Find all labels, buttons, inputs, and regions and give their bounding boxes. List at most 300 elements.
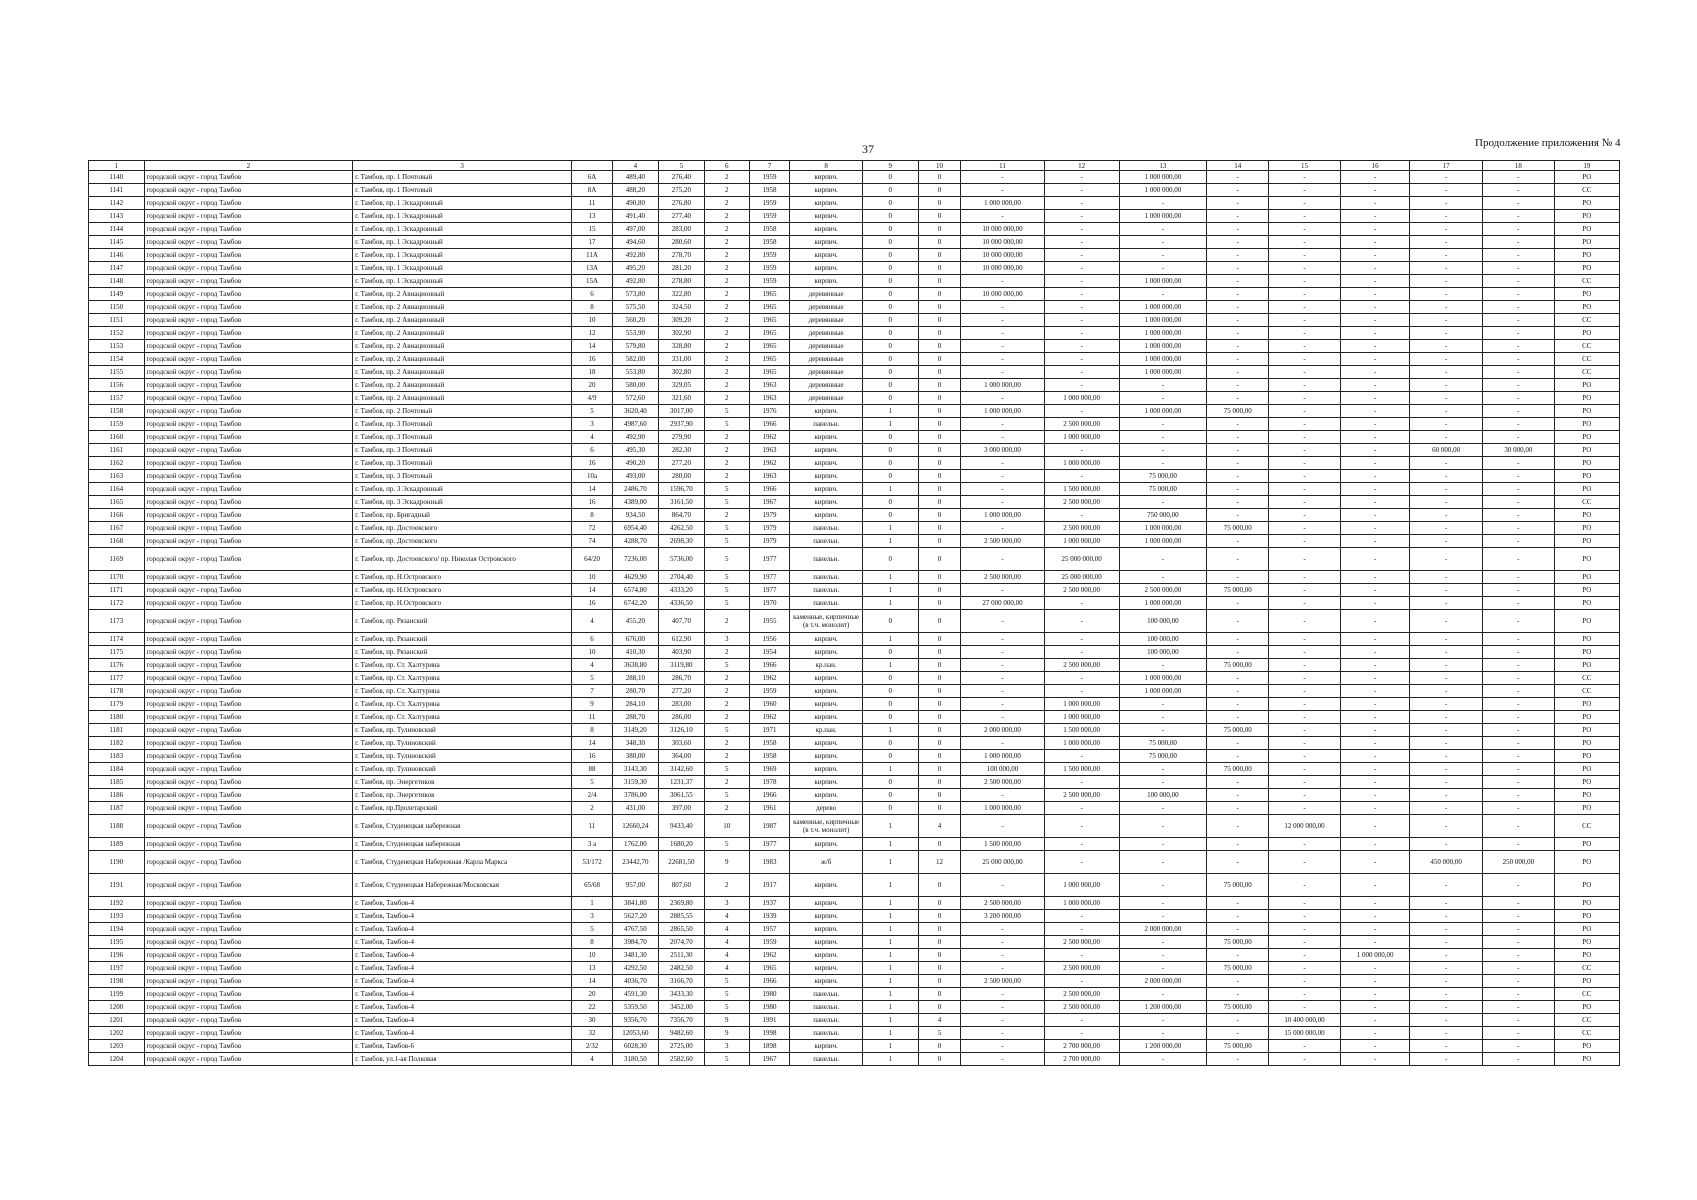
table-cell: РО — [1554, 698, 1619, 711]
table-cell: РО — [1554, 910, 1619, 923]
table-cell: городской округ - город Тамбов — [144, 184, 352, 197]
table-cell: городской округ - город Тамбов — [144, 776, 352, 789]
table-cell: - — [1483, 197, 1555, 210]
table-cell: г. Тамбов, пр. Тулиновский — [353, 737, 572, 750]
table-row — [89, 171, 1620, 184]
table-cell: 2369,80 — [658, 897, 704, 910]
table-cell: 276,40 — [658, 171, 704, 184]
table-cell: - — [1207, 815, 1269, 838]
table-cell: городской округ - город Тамбов — [144, 223, 352, 236]
table-cell: 1939 — [749, 910, 790, 923]
table-cell: 1963 — [749, 392, 790, 405]
header-row — [89, 161, 1620, 171]
table-cell: 3166,70 — [658, 975, 704, 988]
table-cell: каменные, кирпичные (в т.ч. монолит) — [790, 610, 863, 633]
table-cell: - — [1410, 405, 1483, 418]
table-cell: 3142,60 — [658, 763, 704, 776]
table-cell: РО — [1554, 535, 1619, 548]
table-cell: - — [1483, 685, 1555, 698]
table-cell: - — [1207, 750, 1269, 763]
table-cell: городской округ - город Тамбов — [144, 535, 352, 548]
table-cell: 14 — [572, 483, 613, 496]
table-cell: - — [1340, 610, 1409, 633]
table-cell: - — [1410, 392, 1483, 405]
table-cell: 3017,00 — [658, 405, 704, 418]
table-cell: 1200 — [89, 1001, 145, 1014]
table-cell: - — [1269, 923, 1341, 936]
table-cell: - — [1483, 366, 1555, 379]
table-cell: 2 — [704, 392, 749, 405]
table-cell: городской округ - город Тамбов — [144, 910, 352, 923]
table-cell: г. Тамбов, пр. Достоевского — [353, 535, 572, 548]
table-cell: 4629,90 — [612, 571, 658, 584]
table-cell: 0 — [918, 584, 961, 597]
table-cell: кирпич. — [790, 789, 863, 802]
table-cell: 1140 — [89, 171, 145, 184]
table-cell: 2 — [704, 184, 749, 197]
table-cell: 4 — [572, 659, 613, 672]
table-cell: - — [1410, 522, 1483, 535]
table-cell: - — [1410, 659, 1483, 672]
table-cell: г. Тамбов, пр. 3 Эскадронный — [353, 483, 572, 496]
table-cell: кирпич. — [790, 910, 863, 923]
table-cell: - — [1269, 509, 1341, 522]
table-cell: - — [1340, 923, 1409, 936]
table-cell: - — [1044, 509, 1119, 522]
table-cell: кирпич. — [790, 711, 863, 724]
table-cell: 1147 — [89, 262, 145, 275]
table-cell: 2 — [704, 685, 749, 698]
table-cell: 1160 — [89, 431, 145, 444]
table-cell: - — [1207, 171, 1269, 184]
table-cell: 0 — [918, 418, 961, 431]
table-cell: - — [1269, 949, 1341, 962]
table-cell: 4 — [572, 431, 613, 444]
table-cell: г. Тамбов, Тамбов-4 — [353, 897, 572, 910]
table-cell: 0 — [863, 776, 919, 789]
table-cell: - — [1410, 672, 1483, 685]
table-row — [89, 646, 1620, 659]
table-cell: 1978 — [749, 776, 790, 789]
table-cell: - — [961, 522, 1044, 535]
table-cell: 1 000 000,00 — [1044, 711, 1119, 724]
table-cell: - — [961, 962, 1044, 975]
table-cell: - — [961, 431, 1044, 444]
table-cell: городской округ - город Тамбов — [144, 633, 352, 646]
table-cell: городской округ - город Тамбов — [144, 275, 352, 288]
table-cell: 1155 — [89, 366, 145, 379]
table-cell: - — [1340, 789, 1409, 802]
table-cell: - — [1340, 936, 1409, 949]
table-cell: 2 500 000,00 — [961, 776, 1044, 789]
table-cell: г. Тамбов, пр. Н.Островского — [353, 584, 572, 597]
table-cell: - — [1340, 522, 1409, 535]
table-cell: городской округ - город Тамбов — [144, 1040, 352, 1053]
table-cell: - — [961, 1001, 1044, 1014]
table-cell: - — [1410, 548, 1483, 571]
table-cell: 2482,50 — [658, 962, 704, 975]
column-header: 7 — [749, 161, 790, 171]
table-cell: 2 — [704, 698, 749, 711]
table-cell: 0 — [863, 802, 919, 815]
table-cell: 3 200 000,00 — [961, 910, 1044, 923]
table-cell: СС — [1554, 962, 1619, 975]
table-cell: РО — [1554, 379, 1619, 392]
table-cell: 492,90 — [612, 431, 658, 444]
table-cell: - — [1483, 483, 1555, 496]
table-cell: 0 — [918, 444, 961, 457]
table-cell: 5 — [704, 838, 749, 851]
table-cell: 30 — [572, 1014, 613, 1027]
table-cell: СС — [1554, 685, 1619, 698]
table-cell: 0 — [863, 379, 919, 392]
table-cell: - — [1269, 288, 1341, 301]
table-cell: городской округ - город Тамбов — [144, 1014, 352, 1027]
table-cell: 560,20 — [612, 314, 658, 327]
table-row — [89, 672, 1620, 685]
table-cell: - — [1269, 210, 1341, 223]
table-cell: 0 — [863, 301, 919, 314]
table-cell: - — [1269, 698, 1341, 711]
table-cell: 1182 — [89, 737, 145, 750]
table-cell: 5 — [704, 535, 749, 548]
table-cell: - — [1483, 548, 1555, 571]
table-cell: городской округ - город Тамбов — [144, 1053, 352, 1066]
table-cell: - — [1483, 1001, 1555, 1014]
table-cell: РО — [1554, 711, 1619, 724]
table-cell: - — [1269, 457, 1341, 470]
table-cell: 864,70 — [658, 509, 704, 522]
table-cell: - — [1483, 418, 1555, 431]
table-cell: - — [1207, 698, 1269, 711]
table-cell: - — [1340, 301, 1409, 314]
table-cell: 1977 — [749, 548, 790, 571]
table-cell: - — [1044, 910, 1119, 923]
table-row — [89, 275, 1620, 288]
table-cell: каменные, кирпичные (в т.ч. монолит) — [790, 815, 863, 838]
table-cell: г. Тамбов, пр. Энергетиков — [353, 789, 572, 802]
table-cell: 1156 — [89, 379, 145, 392]
table-cell: 1963 — [749, 470, 790, 483]
table-cell: 1 000 000,00 — [1044, 874, 1119, 897]
table-cell: 3638,80 — [612, 659, 658, 672]
table-cell: деревянные — [790, 353, 863, 366]
table-cell: - — [1483, 249, 1555, 262]
table-cell: 0 — [863, 509, 919, 522]
table-cell: - — [1207, 392, 1269, 405]
table-cell: - — [1207, 851, 1269, 874]
table-cell: - — [1207, 210, 1269, 223]
table-cell: 0 — [863, 366, 919, 379]
table-cell: - — [961, 610, 1044, 633]
table-cell: - — [1340, 584, 1409, 597]
table-cell: 1 000 000,00 — [1044, 535, 1119, 548]
table-cell: городской округ - город Тамбов — [144, 470, 352, 483]
table-cell: г. Тамбов, пр. 2 Авиационный — [353, 366, 572, 379]
table-cell: 15 000 000,00 — [1269, 1027, 1341, 1040]
table-cell: 1965 — [749, 353, 790, 366]
table-cell: - — [1269, 610, 1341, 633]
table-cell: - — [1207, 431, 1269, 444]
table-cell: г. Тамбов, Студенецкая Набережная/Московская — [353, 874, 572, 897]
table-cell: городской округ - город Тамбов — [144, 353, 352, 366]
table-cell: - — [1483, 571, 1555, 584]
table-cell: 277,40 — [658, 210, 704, 223]
table-cell: - — [1119, 418, 1207, 431]
table-cell: 5 — [704, 597, 749, 610]
table-cell: 5 — [704, 522, 749, 535]
table-cell: 4333,20 — [658, 584, 704, 597]
table-cell: 1 — [863, 633, 919, 646]
table-cell: - — [1119, 711, 1207, 724]
table-row — [89, 496, 1620, 509]
table-cell: г. Тамбов, Тамбов-4 — [353, 1001, 572, 1014]
table-cell: 302,80 — [658, 366, 704, 379]
table-cell: кирпич. — [790, 923, 863, 936]
table-cell: 0 — [863, 789, 919, 802]
table-cell: - — [1207, 802, 1269, 815]
table-cell: кирпич. — [790, 184, 863, 197]
table-cell: - — [1044, 171, 1119, 184]
table-cell: - — [1269, 249, 1341, 262]
table-cell: - — [1340, 1040, 1409, 1053]
table-cell: - — [1044, 851, 1119, 874]
table-cell: панельн. — [790, 1014, 863, 1027]
table-cell: кирпич. — [790, 262, 863, 275]
table-cell: 1174 — [89, 633, 145, 646]
table-cell: 1 — [863, 923, 919, 936]
table-cell: 8 — [572, 301, 613, 314]
table-cell: 5 — [704, 483, 749, 496]
table-cell: 1 — [863, 975, 919, 988]
table-cell: - — [1483, 327, 1555, 340]
table-cell: - — [1269, 1053, 1341, 1066]
table-cell: - — [1340, 431, 1409, 444]
table-cell: г. Тамбов, пр. 2 Авиационный — [353, 288, 572, 301]
table-cell: г. Тамбов, Тамбов-4 — [353, 988, 572, 1001]
table-cell: 0 — [918, 838, 961, 851]
table-cell: г. Тамбов, пр. 1 Эскадронный — [353, 197, 572, 210]
table-cell: деревянные — [790, 288, 863, 301]
table-cell: 5 — [704, 659, 749, 672]
table-cell: 490,80 — [612, 197, 658, 210]
table-cell: 1954 — [749, 646, 790, 659]
table-row — [89, 724, 1620, 737]
table-cell: панельн. — [790, 584, 863, 597]
table-cell: 14 — [572, 737, 613, 750]
continuation-title: Продолжение приложения № 4 — [1475, 137, 1621, 149]
table-cell: - — [1269, 1040, 1341, 1053]
table-cell: - — [1410, 646, 1483, 659]
table-cell: г. Тамбов, Тамбов-4 — [353, 949, 572, 962]
table-cell: городской округ - город Тамбов — [144, 379, 352, 392]
table-cell: 2 — [704, 327, 749, 340]
table-cell: 0 — [918, 1001, 961, 1014]
table-cell: - — [1269, 874, 1341, 897]
table-cell: 1 000 000,00 — [1119, 672, 1207, 685]
table-cell: 1 — [863, 962, 919, 975]
table-cell: - — [1410, 483, 1483, 496]
table-cell: 1188 — [89, 815, 145, 838]
table-cell: - — [1483, 923, 1555, 936]
table-cell: 1 — [863, 1027, 919, 1040]
table-cell: - — [961, 171, 1044, 184]
table-cell: - — [1340, 838, 1409, 851]
table-cell: - — [1269, 184, 1341, 197]
table-cell: 1955 — [749, 610, 790, 633]
table-cell: 0 — [918, 698, 961, 711]
table-cell: городской округ - город Тамбов — [144, 392, 352, 405]
table-cell: - — [1044, 597, 1119, 610]
table-row — [89, 763, 1620, 776]
table-cell: 1 — [863, 988, 919, 1001]
table-cell: 431,00 — [612, 802, 658, 815]
table-cell: - — [1044, 975, 1119, 988]
table-cell: - — [1340, 711, 1409, 724]
table-cell: 75 000,00 — [1119, 750, 1207, 763]
table-cell: - — [1483, 314, 1555, 327]
table-cell: - — [1269, 327, 1341, 340]
table-cell: деревянные — [790, 392, 863, 405]
table-cell: 4 — [704, 910, 749, 923]
table-cell: 4 — [704, 923, 749, 936]
table-cell: 0 — [918, 659, 961, 672]
table-cell: 4336,50 — [658, 597, 704, 610]
table-cell: городской округ - город Тамбов — [144, 789, 352, 802]
table-cell: - — [1044, 353, 1119, 366]
table-cell: кирпич. — [790, 210, 863, 223]
table-cell: 1159 — [89, 418, 145, 431]
table-cell: - — [1340, 288, 1409, 301]
table-cell: 4262,50 — [658, 522, 704, 535]
table-cell: г. Тамбов, Студенецкая набережная — [353, 838, 572, 851]
table-cell: 1151 — [89, 314, 145, 327]
table-row — [89, 789, 1620, 802]
table-cell: - — [1119, 262, 1207, 275]
table-cell: - — [1207, 633, 1269, 646]
table-cell: - — [1269, 711, 1341, 724]
table-cell: - — [1044, 1027, 1119, 1040]
table-cell: 309,20 — [658, 314, 704, 327]
table-cell: г. Тамбов, пр. Достоевского — [353, 522, 572, 535]
table-cell: кирпич. — [790, 236, 863, 249]
table-cell: 1 200 000,00 — [1119, 1001, 1207, 1014]
table-cell: - — [1410, 210, 1483, 223]
table-cell: - — [1483, 405, 1555, 418]
table-cell: - — [1119, 776, 1207, 789]
table-cell: 364,00 — [658, 750, 704, 763]
table-cell: 1959 — [749, 197, 790, 210]
table-cell: - — [1269, 171, 1341, 184]
table-cell: 2 — [704, 737, 749, 750]
table-cell: кирпич. — [790, 444, 863, 457]
table-cell: РО — [1554, 431, 1619, 444]
table-cell: - — [1044, 262, 1119, 275]
table-cell: 2865,50 — [658, 923, 704, 936]
table-cell: - — [1269, 548, 1341, 571]
table-cell: 2 — [704, 301, 749, 314]
table-cell: 1977 — [749, 838, 790, 851]
table-cell: городской округ - город Тамбов — [144, 444, 352, 457]
table-cell: - — [1119, 910, 1207, 923]
table-cell: 2511,30 — [658, 949, 704, 962]
table-cell: 1 000 000,00 — [961, 197, 1044, 210]
table-cell: 2 500 000,00 — [1044, 988, 1119, 1001]
table-row — [89, 444, 1620, 457]
table-cell: 1965 — [749, 288, 790, 301]
table-cell: - — [1119, 659, 1207, 672]
table-cell: городской округ - город Тамбов — [144, 698, 352, 711]
table-cell: РО — [1554, 610, 1619, 633]
table-cell: 281,20 — [658, 262, 704, 275]
table-cell: 1963 — [749, 379, 790, 392]
table-cell: - — [1410, 737, 1483, 750]
table-cell: СС — [1554, 275, 1619, 288]
table-cell: - — [961, 646, 1044, 659]
table-cell: г. Тамбов, пр. 2 Авиационный — [353, 340, 572, 353]
table-cell: 7 — [572, 685, 613, 698]
table-cell: РО — [1554, 483, 1619, 496]
table-cell: городской округ - город Тамбов — [144, 897, 352, 910]
table-cell: 1 — [863, 405, 919, 418]
table-cell: - — [1044, 685, 1119, 698]
table-cell: 6А — [572, 171, 613, 184]
table-cell: - — [1340, 633, 1409, 646]
table-cell: 1168 — [89, 535, 145, 548]
table-cell: 1962 — [749, 949, 790, 962]
table-cell: 10 000 000,00 — [961, 223, 1044, 236]
table-cell: 20 — [572, 988, 613, 1001]
table-cell: - — [961, 711, 1044, 724]
table-cell: кирпич. — [790, 936, 863, 949]
table-cell: - — [1044, 275, 1119, 288]
table-cell: 0 — [918, 210, 961, 223]
table-cell: 5 — [704, 571, 749, 584]
table-cell: - — [1340, 815, 1409, 838]
table-cell: 2 — [704, 353, 749, 366]
table-cell: 0 — [918, 236, 961, 249]
table-cell: 2 500 000,00 — [1044, 522, 1119, 535]
table-cell: 0 — [918, 610, 961, 633]
table-cell: - — [1410, 223, 1483, 236]
table-cell: - — [1483, 353, 1555, 366]
table-cell: 2 — [704, 470, 749, 483]
table-cell: 1163 — [89, 470, 145, 483]
table-cell: 278,70 — [658, 249, 704, 262]
table-cell: г. Тамбов, пр. Н.Островского — [353, 597, 572, 610]
table-cell: 1195 — [89, 936, 145, 949]
table-cell: 0 — [918, 275, 961, 288]
table-cell: 10 000 000,00 — [961, 236, 1044, 249]
table-cell: 1962 — [749, 431, 790, 444]
table-cell: 1959 — [749, 249, 790, 262]
table-cell: - — [1340, 1014, 1409, 1027]
table-cell: - — [1207, 548, 1269, 571]
table-cell: 1 — [863, 584, 919, 597]
table-cell: - — [1269, 763, 1341, 776]
table-cell: 1187 — [89, 802, 145, 815]
table-cell: 0 — [918, 535, 961, 548]
table-row — [89, 262, 1620, 275]
table-cell: 1971 — [749, 724, 790, 737]
table-cell: 288,70 — [612, 711, 658, 724]
table-cell: - — [1119, 392, 1207, 405]
table-cell: - — [1483, 535, 1555, 548]
table-cell: городской округ - город Тамбов — [144, 988, 352, 1001]
table-cell: - — [961, 584, 1044, 597]
table-cell: - — [1483, 210, 1555, 223]
table-cell: - — [1483, 633, 1555, 646]
